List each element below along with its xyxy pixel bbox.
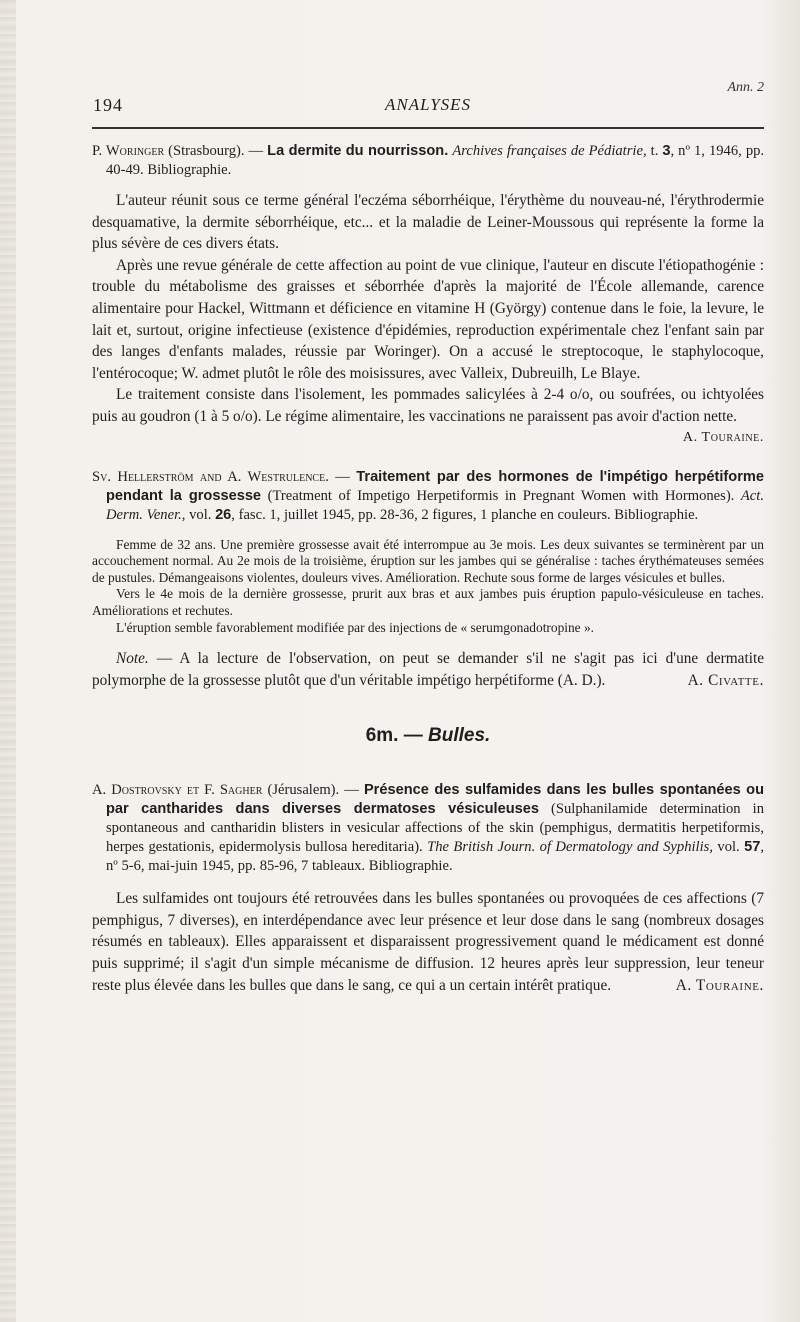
article-title: La dermite du nourrisson. xyxy=(267,143,449,159)
signature-2: A. Civatte. xyxy=(687,671,764,689)
article-title: Présence des sulfamides dans les bulles spontanées ou par cantharides dans diverses dermatoses vésiculeuses xyxy=(106,782,765,818)
page-number: 194 xyxy=(93,95,123,115)
reference-2: Sv. Hellerström and A. Westrulence. — Traitement par des hormones de l'impétigo herpétiforme pendant la grossesse (Treatment of Impetigo Herpetiformis in Pregnant Women with Hormones). Act. Derm. Vener., vol. 26, fasc. 1, juillet 1945, pp. 28-36, 2 figures, 1 planche en couleurs. Bibliographie. xyxy=(92,468,764,523)
summary-3: Les sulfamides ont toujours été retrouvées dans les bulles spontanées ou provoquées de ces affections (7 pemphigus, 7 diverses), en interdépendance avec leur présence et leur dose dans le sang (nombreux dosages résumés en tableaux). Elles apparaissent et disparaissent progressivement quand le médicament est donné puis supprimé; il s'agit d'un simple mécanisme de diffusion. 12 heures après leur suppression, leur teneur reste plus élevée dans les bulles que dans le sang, ce qui a un certain intérêt pratique. A. Touraine. xyxy=(92,888,764,996)
header-rule xyxy=(92,127,764,129)
reference-1: P. Woringer (Strasbourg). — La dermite du nourrisson. Archives françaises de Pédiatrie, t. 3, nº 1, 1946, pp. 40-49. Bibliographie. xyxy=(92,143,765,178)
binding-edge xyxy=(0,0,16,1322)
page-content xyxy=(92,142,764,996)
page-header xyxy=(93,95,763,119)
reference-3: A. Dostrovsky et F. Sagher (Jérusalem). — Présence des sulfamides dans les bulles spontanées ou par cantharides dans diverses dermatoses vésiculeuses (Sulphanilamide determination in spontaneous and cantharidin blisters in vesicular affections of the skin (pemphigus, dermatitis herpetiformis, herpes gestationis, epidermolysis bullosa hereditaria). The British Journ. of Dermatology and Syphilis, vol. 57, nº 5-6, mai-juin 1945, pp. 85-96, 7 tableaux. Bibliographie. xyxy=(92,782,765,875)
running-title: ANALYSES xyxy=(384,95,472,114)
summary-2: Femme de 32 ans. Une première grossesse avait été interrompue au 3e mois. Les deux suivantes se terminèrent par un accouchement normal. Au 2e mois de la troisième, éruption sur les jambes qui se généralise : taches érythémateuses semées de pustules. Démangeaisons violentes, douleurs vives. Amélioration. Rechute sous forme de larges vésicules et bulles. Vers le 4e mois de la dernière grossesse, prurit aux bras et aux jambes puis éruption papulo-vésiculeuse en taches. Améliorations et rechutes. L'éruption semble favorablement modifiée par des injections de « serumgonadotropine ». xyxy=(92,536,764,635)
section-heading: 6m. — Bulles. xyxy=(365,725,491,747)
signature-3: A. Touraine. xyxy=(675,976,764,994)
signature-1: A. Touraine. xyxy=(682,429,764,445)
article-title: Traitement par des hormones de l'impétigo herpétiforme pendant la grossesse xyxy=(106,468,764,504)
note-2: Note. — A la lecture de l'observation, on peut se demander s'il ne s'agit pas ici d'une dermatite polymorphe de la grossesse plutôt que d'un véritable impétigo herpétiforme (A. D.). A. Civatte. xyxy=(92,648,764,691)
summary-1: L'auteur réunit sous ce terme général l'eczéma séborrhéique, l'érythème du nouveau-né, l'érythrodermie desquamative, la dermite séborrhéique, etc... et la maladie de Leiner-Moussous qui représente la forme la plus sévère de ces divers états. Après une revue générale de cette affection au point de vue clinique, l'auteur en discute l'étiopathogénie : trouble du métabolisme des graisses et séborrhée d'après la majorité de l'École allemande, carence alimentaire pour Hackel, Wittmann et déficience en vitamine H (György) contenue dans le foie, la levure, le lait et, surtout, origine infectieuse (existence d'épidémies, reproduction expérimentale chez l'enfant sain par des langes d'enfants malades, réussie par Woringer). On a accusé le streptocoque, le staphylocoque, l'entérocoque; W. admet plutôt le rôle des moisissures, avec Valleix, Dubreuilh, Le Blaye. Le traitement consiste dans l'isolement, les pommades salicylées à 2-4 o/o, ou soufrées, ou ichtyolées puis au goudron (1 à 5 o/o). Le régime alimentaire, les vaccinations ne paraissent pas avoir d'action nette. xyxy=(92,192,764,425)
journal-name: Archives françaises de Pédiatrie, xyxy=(452,143,647,159)
journal-name: The British Journ. of Dermatology and Syphilis, xyxy=(427,839,713,856)
margin-annotation: Ann. 2 xyxy=(727,80,764,95)
journal-name: Act. Derm. Vener., xyxy=(106,487,764,523)
